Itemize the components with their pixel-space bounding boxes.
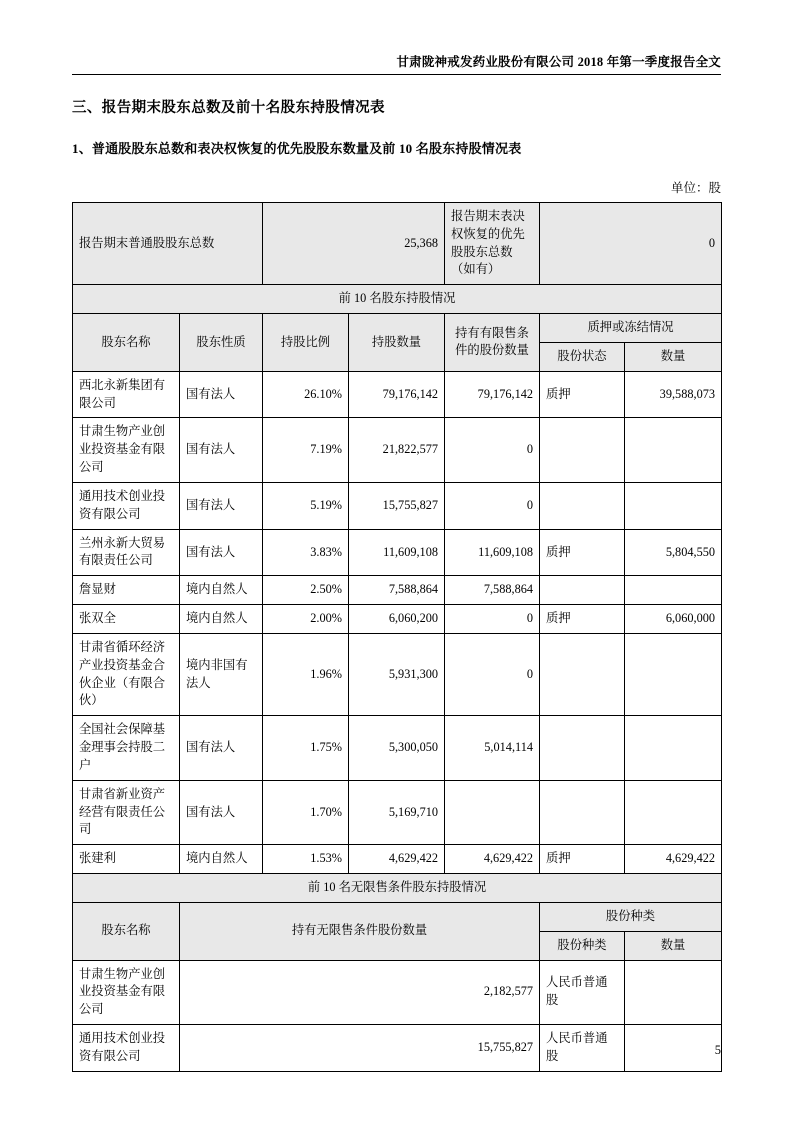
unit-note: 单位：股: [670, 181, 721, 195]
cell-status: [540, 576, 625, 605]
cell-status: [540, 633, 625, 715]
cell-shares: 5,300,050: [349, 716, 445, 780]
cell-holder-nature: 国有法人: [180, 780, 263, 844]
table-header-row-1: [73, 314, 722, 343]
cell-holder-name: 全国社会保障基金理事会持股二户: [73, 716, 180, 780]
cell-amount: 39,588,073: [625, 371, 722, 418]
cell-holder-name: 甘肃省循环经济产业投资基金合伙企业（有限合伙）: [73, 633, 180, 715]
cell-preferred-holders-label: 报告期末表决权恢复的优先股股东总数（如有）: [445, 203, 540, 285]
cell-common-holders-label: 报告期末普通股股东总数: [73, 203, 263, 285]
table-row: [73, 576, 722, 605]
cell-common-holders-value: 25,368: [263, 203, 445, 285]
cell-ratio: 3.83%: [263, 529, 349, 576]
cell-shares: 4,629,422: [349, 845, 445, 874]
cell-holder-nature: 境内自然人: [180, 576, 263, 605]
cell-holder-name: 詹显财: [73, 576, 180, 605]
table-row: [73, 605, 722, 634]
cell-amount: [625, 633, 722, 715]
header-ratio: 持股比例: [263, 314, 349, 372]
cell-status: [540, 780, 625, 844]
cell-status: [540, 418, 625, 482]
cell-shares: 79,176,142: [349, 371, 445, 418]
cell-holder-name: 西北永新集团有限公司: [73, 371, 180, 418]
cell-holder-nature: 国有法人: [180, 418, 263, 482]
table-row-totals: [73, 203, 722, 285]
header-shares: 持股数量: [349, 314, 445, 372]
table-row: [73, 960, 722, 1024]
cell-band-unrestricted: 前 10 名无限售条件股东持股情况: [73, 874, 722, 903]
cell-ratio: 2.50%: [263, 576, 349, 605]
cell-holder-nature: 国有法人: [180, 482, 263, 529]
cell-share-type: 人民币普通股: [540, 1024, 625, 1071]
table-row: [73, 845, 722, 874]
header-holder-name: 股东名称: [73, 314, 180, 372]
table-band-top10: [73, 285, 722, 314]
cell-restricted: 4,629,422: [445, 845, 540, 874]
cell-restricted: [445, 780, 540, 844]
cell-shares: 6,060,200: [349, 605, 445, 634]
cell-restricted: 0: [445, 633, 540, 715]
cell-status: [540, 482, 625, 529]
cell-ratio: 1.70%: [263, 780, 349, 844]
header-divider: [72, 74, 721, 75]
cell-holder-nature: 国有法人: [180, 529, 263, 576]
table2-header-row-1: [73, 902, 722, 931]
header2-share-type: 股份种类: [540, 931, 625, 960]
cell-restricted: 7,588,864: [445, 576, 540, 605]
cell-amount: [625, 780, 722, 844]
cell-holder-name: 通用技术创业投资有限公司: [73, 482, 180, 529]
cell-holder-name: 兰州永新大贸易有限责任公司: [73, 529, 180, 576]
table-row: [73, 633, 722, 715]
running-header: 甘肃陇神戒发药业股份有限公司 2018 年第一季度报告全文: [396, 55, 721, 69]
header2-amount: 数量: [625, 931, 722, 960]
cell-amount: 6,060,000: [625, 605, 722, 634]
cell-holder-name: 通用技术创业投资有限公司: [73, 1024, 180, 1071]
header2-unrestricted-shares: 持有无限售条件股份数量: [180, 902, 540, 960]
cell-ratio: 1.96%: [263, 633, 349, 715]
header2-holder-name: 股东名称: [73, 902, 180, 960]
header-restricted-shares: 持有有限售条件的股份数量: [445, 314, 540, 372]
page-number: 5: [714, 1043, 721, 1057]
cell-shares: 7,588,864: [349, 576, 445, 605]
cell-preferred-holders-value: 0: [540, 203, 722, 285]
cell-restricted: 5,014,114: [445, 716, 540, 780]
table-band-unrestricted: [73, 874, 722, 903]
header-pledge-amount: 数量: [625, 342, 722, 371]
cell-holder-name: 甘肃生物产业创业投资基金有限公司: [73, 418, 180, 482]
cell-status: 质押: [540, 605, 625, 634]
cell-restricted: 0: [445, 605, 540, 634]
cell-status: 质押: [540, 371, 625, 418]
header-share-status: 股份状态: [540, 342, 625, 371]
header-pledge-group: 质押或冻结情况: [540, 314, 722, 343]
shareholders-table: [72, 202, 722, 1072]
header-holder-nature: 股东性质: [180, 314, 263, 372]
cell-holder-nature: 国有法人: [180, 716, 263, 780]
cell-ratio: 1.53%: [263, 845, 349, 874]
cell-holder-nature: 境内自然人: [180, 845, 263, 874]
cell-amount: [625, 482, 722, 529]
cell-shares: 21,822,577: [349, 418, 445, 482]
cell-band-top10: 前 10 名股东持股情况: [73, 285, 722, 314]
cell-ratio: 1.75%: [263, 716, 349, 780]
cell-holder-nature: 境内自然人: [180, 605, 263, 634]
cell-restricted: 79,176,142: [445, 371, 540, 418]
cell-shares: 5,169,710: [349, 780, 445, 844]
cell-holder-nature: 境内非国有法人: [180, 633, 263, 715]
cell-amount: 5,804,550: [625, 529, 722, 576]
cell-holder-name: 张建利: [73, 845, 180, 874]
table-row: [73, 529, 722, 576]
cell-status: [540, 716, 625, 780]
cell-unrestricted-shares: 2,182,577: [180, 960, 540, 1024]
cell-amount: 4,629,422: [625, 845, 722, 874]
cell-holder-name: 甘肃生物产业创业投资基金有限公司: [73, 960, 180, 1024]
table-row: [73, 780, 722, 844]
cell-amount: [625, 716, 722, 780]
table-row: [73, 482, 722, 529]
cell-unrestricted-shares: 15,755,827: [180, 1024, 540, 1071]
cell-holder-name: 甘肃省新业资产经营有限责任公司: [73, 780, 180, 844]
subsection-heading: 1、普通股股东总数和表决权恢复的优先股股东数量及前 10 名股东持股情况表: [72, 141, 522, 156]
cell-share-type: 人民币普通股: [540, 960, 625, 1024]
cell-status: 质押: [540, 529, 625, 576]
cell-holder-name: 张双全: [73, 605, 180, 634]
cell-holder-nature: 国有法人: [180, 371, 263, 418]
cell-ratio: 5.19%: [263, 482, 349, 529]
table-row: [73, 418, 722, 482]
cell-shares: 5,931,300: [349, 633, 445, 715]
cell-amount: [625, 576, 722, 605]
cell-restricted: 0: [445, 482, 540, 529]
cell-ratio: 7.19%: [263, 418, 349, 482]
header2-share-type-group: 股份种类: [540, 902, 722, 931]
cell-amount: [625, 960, 722, 1024]
cell-shares: 11,609,108: [349, 529, 445, 576]
cell-shares: 15,755,827: [349, 482, 445, 529]
cell-ratio: 26.10%: [263, 371, 349, 418]
cell-amount: [625, 418, 722, 482]
cell-restricted: 11,609,108: [445, 529, 540, 576]
cell-ratio: 2.00%: [263, 605, 349, 634]
cell-restricted: 0: [445, 418, 540, 482]
section-heading: 三、报告期末股东总数及前十名股东持股情况表: [72, 100, 385, 116]
table-row: [73, 716, 722, 780]
table-row: [73, 371, 722, 418]
cell-status: 质押: [540, 845, 625, 874]
